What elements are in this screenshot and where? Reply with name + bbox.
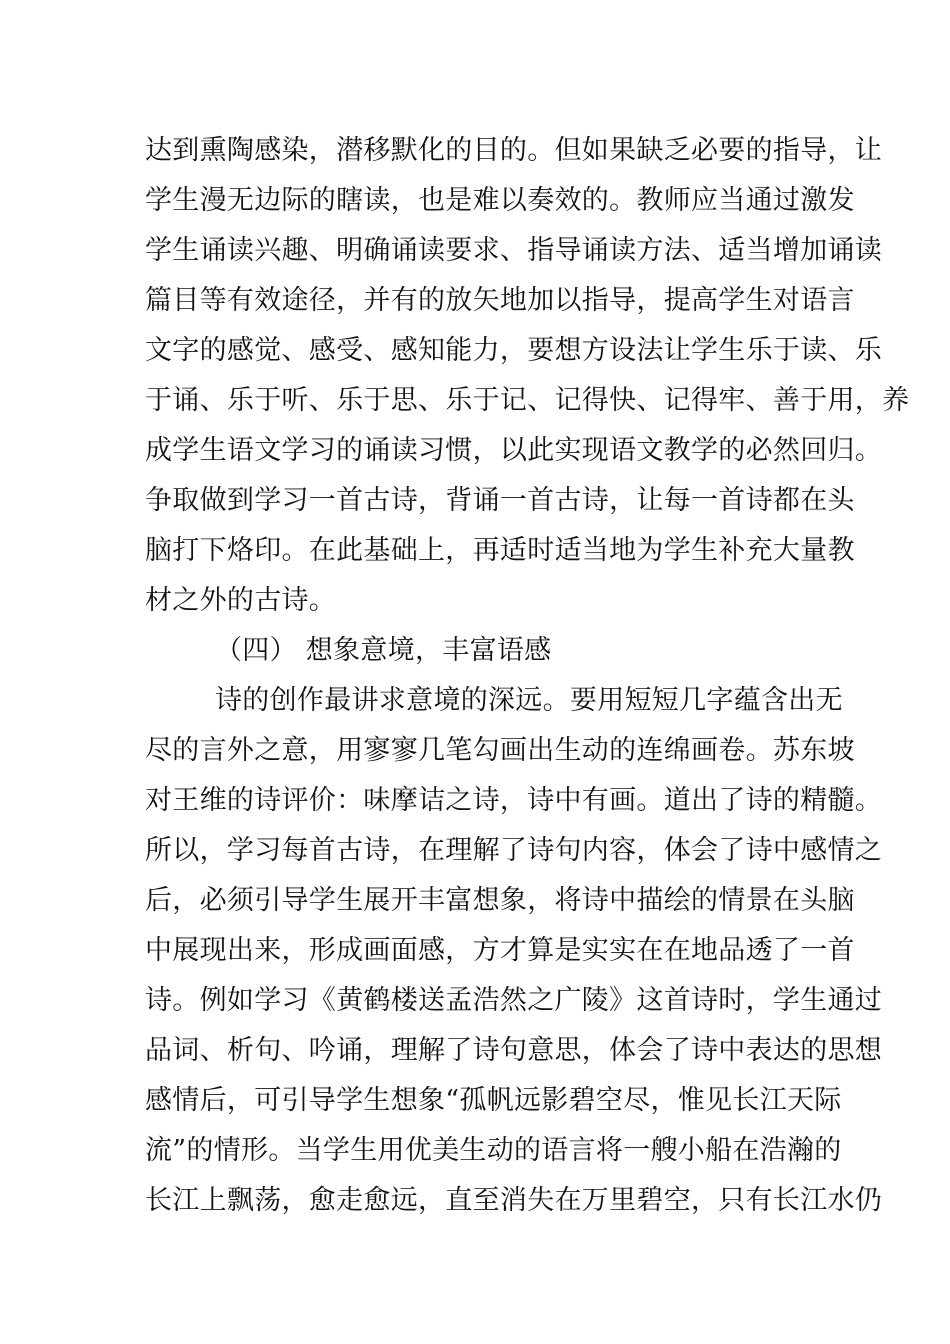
paragraph-line: 诗的创作最讲求意境的深远。要用短短几字蕴含出无 [215, 685, 843, 716]
paragraph-line: 尽的言外之意，用寥寥几笔勾画出生动的连绵画卷。苏东坡 [145, 735, 855, 766]
section-heading: （四） 想象意境，丰富语感 [215, 635, 552, 666]
paragraph-line: 所以，学习每首古诗，在理解了诗句内容，体会了诗中感情之 [145, 835, 883, 866]
paragraph-line: 感情后，可引导学生想象“孤帆远影碧空尽，惟见长江天际 [145, 1085, 842, 1116]
paragraph-line: 中展现出来，形成画面感，方才算是实实在在地品透了一首 [145, 935, 855, 966]
paragraph-line: 对王维的诗评价：味摩诘之诗，诗中有画。道出了诗的精髓。 [145, 785, 883, 816]
paragraph-line: 诗。例如学习《黄鹤楼送孟浩然之广陵》这首诗时，学生通过 [145, 985, 883, 1016]
paragraph-line: 篇目等有效途径，并有的放矢地加以指导，提高学生对语言 [145, 285, 855, 316]
paragraph-line: 品词、析句、吟诵，理解了诗句意思，体会了诗中表达的思想 [145, 1035, 883, 1066]
paragraph-line: 流”的情形。当学生用优美生动的语言将一艘小船在浩瀚的 [145, 1135, 842, 1166]
paragraph-line: 材之外的古诗。 [145, 585, 337, 616]
paragraph-line: 学生漫无边际的瞎读，也是难以奏效的。教师应当通过激发 [145, 185, 855, 216]
paragraph-line: 后，必须引导学生展开丰富想象，将诗中描绘的情景在头脑 [145, 885, 855, 916]
paragraph-line: 学生诵读兴趣、明确诵读要求、指导诵读方法、适当增加诵读 [145, 235, 883, 266]
paragraph-line: 达到熏陶感染，潜移默化的目的。但如果缺乏必要的指导，让 [145, 135, 883, 166]
paragraph-line: 文字的感觉、感受、感知能力，要想方设法让学生乐于读、乐 [145, 335, 883, 366]
paragraph-line: 长江上飘荡，愈走愈远，直至消失在万里碧空，只有长江水仍 [145, 1185, 883, 1216]
paragraph-line: 于诵、乐于听、乐于思、乐于记、记得快、记得牢、善于用，养 [145, 385, 910, 416]
paragraph-line: 脑打下烙印。在此基础上，再适时适当地为学生补充大量教 [145, 535, 855, 566]
paragraph-line: 成学生语文学习的诵读习惯，以此实现语文教学的必然回归。 [145, 435, 883, 466]
paragraph-line: 争取做到学习一首古诗，背诵一首古诗，让每一首诗都在头 [145, 485, 855, 516]
